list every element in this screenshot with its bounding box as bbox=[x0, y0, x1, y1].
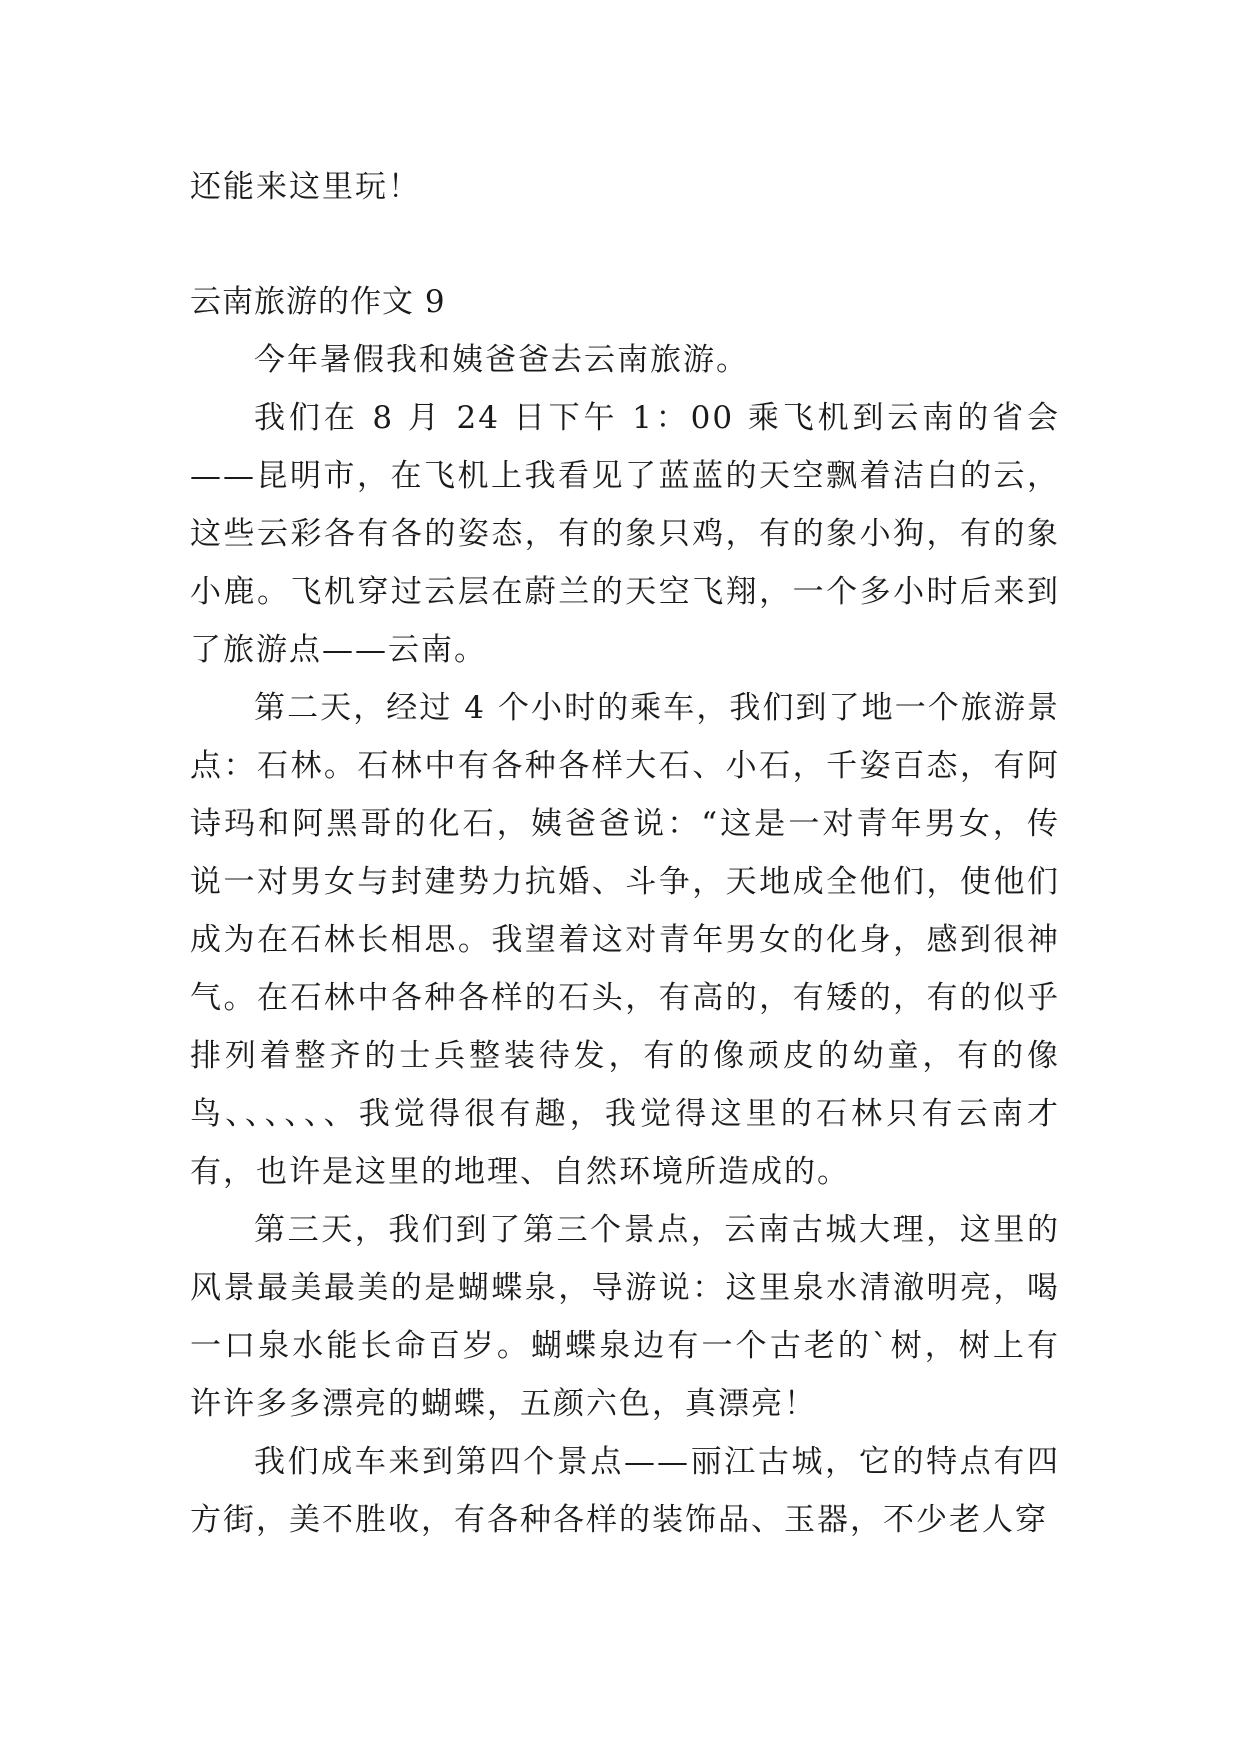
essay-body bbox=[190, 331, 1060, 1549]
paragraph-1: 今年暑假我和姨爸爸去云南旅游。 bbox=[254, 342, 749, 378]
paragraph-5: 我们成车来到第四个景点——丽江古城，它的特点有四方街，美不胜收，有各种各样的装饰品、玉器，不少老人穿 bbox=[190, 1444, 1060, 1538]
paragraph-2: 我们在 8 月 24 日下午 1：00 乘飞机到云南的省会——昆明市，在飞机上我看见了蓝蓝的天空飘着洁白的云，这些云彩各有各的姿态，有的象只鸡，有的象小狗，有的象小鹿。飞机穿过云层在蔚兰的天空飞翔，一个多小时后来到了旅游点——云南。 bbox=[190, 400, 1060, 668]
paragraph-4: 第三天，我们到了第三个景点，云南古城大理，这里的风景最美最美的是蝴蝶泉，导游说：这里泉水清澈明亮，喝一口泉水能长命百岁。蝴蝶泉边有一个古老的`树，树上有许许多多漂亮的蝴蝶，五颜六色，真漂亮！ bbox=[190, 1212, 1060, 1422]
paragraph-3: 第二天，经过 4 个小时的乘车，我们到了地一个旅游景点：石林。石林中有各种各样大石、小石，千姿百态，有阿诗玛和阿黑哥的化石，姨爸爸说：“这是一对青年男女，传说一对男女与封建势力抗婚、斗争，天地成全他们，使他们成为在石林长相思。我望着这对青年男女的化身，感到很神气。在石林中各种各样的石头，有高的，有矮的，有的似乎排列着整齐的士兵整装待发，有的像顽皮的幼童，有的像鸟、、、、、、我觉得很有趣，我觉得这里的石林只有云南才有，也许是这里的地理、自然环境所造成的。 bbox=[190, 690, 1060, 1190]
essay-title: 云南旅游的作文 9 bbox=[190, 284, 446, 320]
continuation-line: 还能来这里玩！ bbox=[190, 169, 421, 205]
